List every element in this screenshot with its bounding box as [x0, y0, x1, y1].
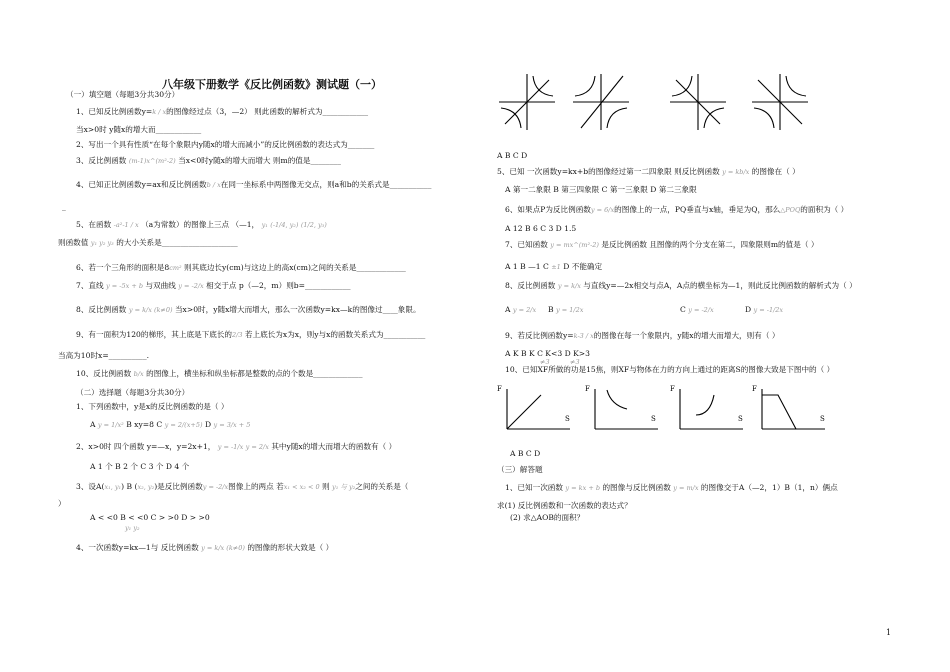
q9-followup: 当高为10时x=__________. [58, 351, 150, 360]
r10-text: 10、已知XF所做的功是15焦，则XF与物体在力的方向上通过的距离S的图像大致是下图中的（ ） [505, 365, 835, 374]
fs-graph-c [668, 385, 748, 435]
c3-options: A < <0 B < <0 C > >0 D > >0 [90, 513, 210, 522]
fs-graph-b-curve [607, 390, 627, 409]
c2-text: 2、x>0时 四个函数 y=—x，y=2x+1， y = -1/x y = 2/x 其中y随x的增大而增大的函数有（ ） [76, 442, 397, 451]
graph-d-curve-2 [754, 108, 774, 128]
r5-text: 5、已知 一次函数y=kx+b的图像经过第一二四象限 则反比例函数 y = kb/x 的图像在（ ） [497, 167, 800, 176]
r8-option-b: B y = 1/2x [548, 305, 584, 314]
q6-text: 6、若一个三角形的面积是8cm² 则其底边长y(cm)与这边上的高x(cm)之间的关系是_____________ [76, 263, 406, 272]
r9-option-values: ≠3 ≠3 [540, 358, 580, 366]
r8-text: 8、反比例函数 y = k/x 与直线y=—2x相交与点A，A点的横坐标为—1，则此反比例函数的解析式为（ ） [505, 281, 857, 290]
s1-part-1: 求(1) 反比例函数和一次函数的表达式？ [497, 501, 632, 510]
graph-c [668, 72, 728, 132]
r7-options: A 1 B —1 C ±1 D 不能确定 [505, 262, 603, 271]
r9-options: A K B K C K<3 D K>3 [505, 349, 590, 358]
q10-text: 10、反比例函数 b/x 的图像上，横坐标和纵坐标都是整数的点的个数是_____________ [76, 369, 363, 378]
r8-option-a: A y = 2/x [505, 305, 537, 314]
r5-options: A 第一二象限 B 第三四象限 C 第一三象限 D 第二三象限 [505, 185, 697, 194]
fs-graph-b-label-s: S [651, 415, 656, 423]
graph-options-row-1: A B C D [497, 151, 528, 160]
r8-option-c: C y = -2/x [680, 305, 714, 314]
fs-graph-d-label-s: S [820, 415, 825, 423]
graph-d [750, 72, 810, 132]
q5-followup: 则函数值 y₁ y₂ y₃ 的大小关系是____________________ [58, 238, 238, 247]
fs-graph-a [495, 385, 575, 435]
q8-text: 8、反比例函数 y = k/x (k≠0) 当x>0时，y随x增大而增大，那么一次函数y=kx—k的图像过____象限。 [76, 305, 421, 314]
fs-graph-b-label-f: F [585, 385, 590, 393]
r8-option-d: D y = -1/2x [745, 305, 784, 314]
fs-graph-d-label-f: F [752, 385, 757, 393]
graph-options-row-2: A B C D [510, 449, 541, 458]
s1-part-2: (2) 求△AOB的面积？ [510, 513, 585, 522]
section-fill-in-heading: （一）填空题（每题3分共30分） [66, 90, 180, 99]
c2-options: A 1 个 B 2 个 C 3 个 D 4 个 [90, 462, 190, 471]
graph-d-curve-1 [786, 76, 806, 96]
c3-bracket-close: ） [58, 499, 66, 508]
graph-b [571, 72, 631, 132]
c4-text: 4、一次函数y=kx—1与 反比例函数 y = k/x (k≠0) 的图像的形状大致是（ ） [76, 543, 334, 552]
c3-text: 3、设A(x₁, y₁) B (x₂, y₂)是反比例函数y = -2/x图像上的两点 若x₁ < x₂ < 0 则 y₁ 与 y₂之间的关系是（ [76, 482, 409, 491]
r7-text: 7、已知函数 y = mx^(m²-2) 是反比例函数 且图像的两个分支在第二，四象限则m的值是（ ） [505, 240, 819, 249]
fs-graph-c-label-f: F [670, 385, 675, 393]
section-answer-heading: （三）解答题 [497, 465, 543, 474]
fs-graph-a-curve [507, 395, 541, 429]
r6-text: 6、如果点P为反比例函数y = 6/x的图像上的一点，PQ垂直与x轴，垂足为Q，那么△POQ的面积为（ ） [505, 205, 849, 214]
q4-text: 4、已知正比例函数y=ax和反比例函数b / x在同一坐标系中两图像无交点，则a和b的关系式是___________ [76, 180, 432, 189]
fs-graph-b [583, 385, 663, 435]
q3-text: 3、反比例函数 (m-1)x^(m²-2) 当x<0时y随x的增大而增大 则m的值是________ [76, 156, 341, 165]
q2-text: 2、写出一个具有性质“在每个象限内y随x的增大而减小”的反比例函数的表达式为_______ [76, 140, 375, 149]
q1-text: 1、已知反比例函数y=k / x的图像经过点（3，—2） 则此函数的解析式为____________ [76, 107, 369, 116]
c1-text: 1、下列函数中，y是x的反比例函数的是（ ） [76, 402, 229, 411]
graph-b-curve-2 [607, 108, 627, 128]
page-title: 八年级下册数学《反比例函数》测试题（一） [162, 78, 382, 91]
fs-graph-c-curve [696, 395, 714, 415]
r6-options: A 12 B 6 C 3 D 1.5 [505, 224, 577, 233]
fs-graph-c-label-s: S [738, 415, 743, 423]
page-number: 1 [886, 628, 892, 637]
q4-continuation: _ [62, 202, 66, 211]
q9-text: 9、有一面积为120的梯形，其上底是下底长的2/3 若上底长为x为x，则y与x的函数关系式为___________ [76, 330, 426, 339]
fs-graph-a-label-s: S [565, 415, 570, 423]
q1-followup: 当x>0时 y随x的增大而____________ [76, 125, 202, 134]
q7-text: 7、直线 y = -5x + b 与双曲线 y = -2/x 相交于点 p（—2，m）则b=____________ [76, 281, 351, 290]
c1-options: A y = 1/x² B xy=8 C y = 2/(x+5) D y = 3/x + 5 [90, 420, 251, 429]
graph-b-curve-1 [575, 76, 595, 96]
fs-graph-a-label-f: F [497, 385, 502, 393]
section-choice-heading: （二）选择题（每题3分共30分） [76, 388, 190, 397]
q5-text: 5、在函数 -a²-1 / x （a为常数）的图像上三点 （—1， y₁ (-1/4, y₂) (1/2, y₃) [76, 220, 327, 229]
fs-graph-d [750, 385, 830, 435]
s1-text: 1、已知一次函数 y = kx + b 的图像与反比例函数 y = m/x 的图像交于A（—2，1）B（1，n）俩点 [505, 483, 838, 492]
c3-option-values: y₁ y₂ [125, 524, 140, 532]
r9-text: 9、若反比例函数y=k-3 / x的图像在每一个象限内，y随x的增大而增大，则有（ ） [505, 331, 780, 340]
graph-a [497, 72, 557, 132]
fs-graph-d-curve [762, 395, 796, 429]
